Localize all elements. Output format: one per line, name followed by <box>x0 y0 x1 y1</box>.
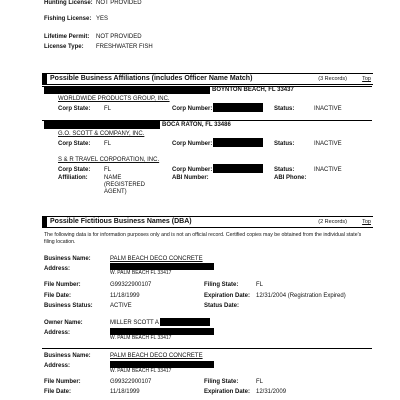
status-value: INACTIVE <box>314 106 342 112</box>
owner-address-label: Address: <box>44 330 71 336</box>
lifetime-permit-value: NOT PROVIDED <box>96 34 142 40</box>
abi-phone-label: ABI Phone: <box>274 175 307 181</box>
file-date-value: 11/18/1999 <box>110 389 140 395</box>
corp-number-label: Corp Number: <box>172 106 213 112</box>
lifetime-permit-label: Lifetime Permit: <box>44 34 90 40</box>
status-label: Status: <box>274 106 295 112</box>
affiliation-location: BOCA RATON, FL 33486 <box>162 122 231 128</box>
status-value: INACTIVE <box>314 141 342 147</box>
hunting-license-value: NOT PROVIDED <box>96 0 142 6</box>
address-tail: W. PALM BEACH FL 33417 <box>110 368 172 374</box>
expiration-date-label: Expiration Date: <box>204 293 251 299</box>
file-number-label: File Number: <box>44 282 81 288</box>
affiliation-company-link[interactable]: WORLDWIDE PRODUCTS GROUP, INC. <box>58 96 170 102</box>
license-type-value: FRESHWATER FISH <box>96 44 153 50</box>
filing-state-label: Filing State: <box>204 282 239 288</box>
file-number-label: File Number: <box>44 379 81 385</box>
dba-top-link[interactable]: Top <box>362 219 371 225</box>
address-label: Address: <box>44 266 71 272</box>
owner-address-tail: W. PALM BEACH FL 33417 <box>110 335 172 341</box>
fishing-license-label: Fishing License: <box>44 16 92 22</box>
redacted-block <box>44 121 160 129</box>
abi-number-label: ABI Number: <box>172 175 209 181</box>
corp-state-label: Corp State: <box>58 141 91 147</box>
redacted-block <box>44 86 210 94</box>
owner-name-label: Owner Name: <box>44 320 83 326</box>
address-tail: W. PALM BEACH FL 33417 <box>110 270 172 276</box>
business-status-label: Business Status: <box>44 303 93 309</box>
redacted-block <box>213 103 263 112</box>
section-marker <box>43 74 47 84</box>
fishing-license-value: YES <box>96 16 109 22</box>
redacted-block <box>213 164 263 173</box>
affiliation-value-line3: AGENT) <box>104 189 127 195</box>
file-date-label: File Date: <box>44 293 72 299</box>
redacted-block <box>160 318 210 326</box>
hunting-license-label: Hunting License: <box>44 0 93 6</box>
corp-number-label: Corp Number: <box>172 141 213 147</box>
affiliation-value-line1: NAME <box>104 175 122 181</box>
expiration-date-value: 12/31/2009 <box>256 389 287 395</box>
affiliation-value-line2: (REGISTERED <box>104 182 146 188</box>
record-divider <box>42 348 372 349</box>
affiliations-record-count: (3 Records) <box>318 76 347 82</box>
file-date-label: File Date: <box>44 389 72 395</box>
filing-state-label: Filing State: <box>204 379 239 385</box>
dba-title: Possible Fictitious Business Names (DBA) <box>50 218 192 225</box>
redacted-block <box>213 138 263 147</box>
owner-name-value: MILLER SCOTT A <box>110 320 159 326</box>
corp-number-label: Corp Number: <box>172 167 213 173</box>
affiliation-company-link[interactable]: S & R TRAVEL CORPORATION, INC. <box>58 157 160 163</box>
business-name-link[interactable]: PALM BEACH DECO CONCRETE <box>110 353 203 359</box>
section-marker <box>43 217 47 227</box>
redacted-block <box>110 328 214 335</box>
corp-state-value: FL <box>104 106 112 112</box>
address-label: Address: <box>44 363 71 369</box>
status-label: Status: <box>274 167 295 173</box>
affiliation-company-link[interactable]: G.O. SCOTT & COMPANY, INC. <box>58 131 145 137</box>
expiration-date-label: Expiration Date: <box>204 389 251 395</box>
redacted-block <box>110 263 214 270</box>
expiration-date-value: 12/31/2004 (Registration Expired) <box>256 293 346 299</box>
affiliations-section-header <box>42 73 373 85</box>
business-name-label: Business Name: <box>44 353 91 359</box>
status-date-label: Status Date: <box>204 303 240 309</box>
status-value: INACTIVE <box>314 167 342 173</box>
filing-state-value: FL <box>256 282 264 288</box>
corp-state-value: FL <box>104 167 112 173</box>
affiliation-label: Affiliation: <box>58 175 88 181</box>
affiliations-top-link[interactable]: Top <box>362 76 371 82</box>
file-date-value: 11/18/1999 <box>110 293 140 299</box>
business-status-value: ACTIVE <box>110 303 132 309</box>
affiliation-location: BOYNTON BEACH, FL 33437 <box>212 87 294 93</box>
dba-section-header <box>42 216 373 228</box>
corp-state-label: Corp State: <box>58 167 91 173</box>
dba-record-count: (2 Records) <box>318 219 347 225</box>
corp-state-label: Corp State: <box>58 106 91 112</box>
status-label: Status: <box>274 141 295 147</box>
file-number-value: G99322900107 <box>110 282 152 288</box>
filing-state-value: FL <box>256 379 264 385</box>
redacted-block <box>110 361 214 368</box>
business-name-label: Business Name: <box>44 256 91 262</box>
dba-disclaimer: The following data is for information purposes only and is not an official record. Certified copies may be obtained from the individual state's filing location. <box>44 232 362 245</box>
corp-state-value: FL <box>104 141 112 147</box>
affiliations-title: Possible Business Affiliations (includes Officer Name Match) <box>50 75 253 82</box>
file-number-value: G99322900107 <box>110 379 152 385</box>
business-name-link[interactable]: PALM BEACH DECO CONCRETE <box>110 256 203 262</box>
license-type-label: License Type: <box>44 44 84 50</box>
